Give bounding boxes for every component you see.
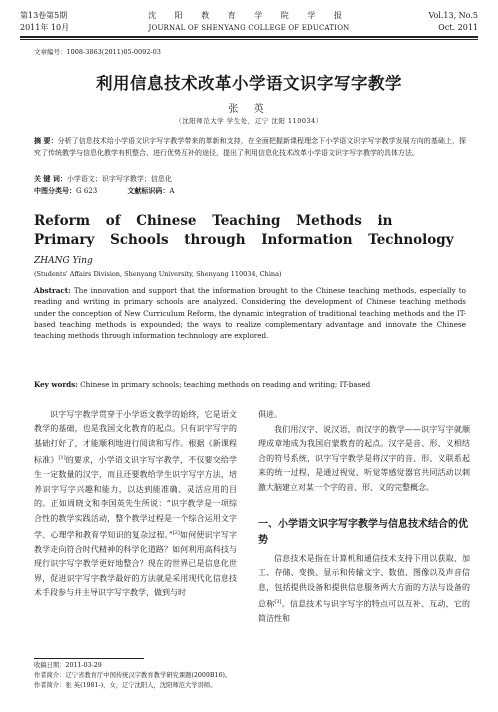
classification-line — [34, 186, 466, 196]
body-text: 的要求，小学语文识字写字教学，不仅要交给学生一定数量的汉字，而且还要教给学生识字写字方法，培养识字写字兴趣和能力，以达到能准确、灵活应用的目的。正如周晓文和李国英先生所说：“识字教学是一项综合性的教学实践活动，整个教学过程是一个综合运用文字学、心理学和教育学知识的复杂过程。” — [34, 455, 238, 540]
doc-code-value: A — [169, 187, 175, 195]
body-text: 信息技术是指在计算机和通信技术支持下用以获取、加工、存储、变换、显示和传输文字、数值、图像以及声音信息，包括提供设备和提供信息服务两大方面的方法与设备的总称 — [258, 554, 470, 609]
abstract-cn-text: 分析了信息技术给小学语文识字写字教学带来的革新和支持，在全面把握新课程理念下小学语文识字写字教学发展方向的基础上，探究了传统教学与信息化教学有机整合、进行优势互补的途径，提出了利用信息化技术改革小学语文识字写字教学的具体方法。 — [34, 137, 467, 157]
issue-number-cn: 第13卷第5期 — [20, 11, 68, 20]
keywords-cn-label: 关 键 词： — [34, 175, 67, 183]
paper-title-cn: 利用信息技术改革小学语文识字写字教学 — [96, 74, 402, 93]
section-heading: 一、小学语文识字写字教学与信息技术结合的优势 — [258, 519, 468, 546]
keywords-en-label: Key words: — [34, 380, 78, 389]
journal-name-en: JOURNAL OF SHENYANG COLLEGE OF EDUCATION — [148, 24, 350, 32]
header-rule-bottom — [20, 39, 478, 40]
citation-ref[interactable]: [1] — [58, 455, 66, 462]
abstract-en-label: Abstract: — [34, 286, 71, 295]
affiliation-cn: （沈阳师范大学 学生处，辽宁 沈阳 110034） — [175, 117, 323, 125]
footnote-fund: 作者简介：辽宁省教育厅中国传统汉字教育教学研究课题(2009B16)。 — [34, 672, 232, 679]
keywords-en-text: Chinese in primary schools; teaching methods on reading and writing; IT-based — [80, 380, 371, 389]
footnote-author: 作者简介：张 英(1981-)，女，辽宁沈阳人，沈阳师范大学讲师。 — [34, 682, 217, 689]
keywords-en — [34, 380, 466, 389]
abstract-en — [34, 285, 466, 341]
article-number: 文章编号：1008-3863(2011)05-0092-03 — [34, 48, 161, 56]
citation-ref[interactable]: [3] — [274, 599, 282, 606]
body-left-column — [34, 408, 237, 601]
author-name-en: ZHANG Ying — [34, 256, 93, 266]
abstract-cn — [34, 136, 466, 159]
classification-value: G 623 — [76, 187, 98, 195]
issue-date-cn: 2011年 10月 — [20, 23, 70, 32]
body-right-continuation: 俱进。 — [258, 410, 282, 419]
citation-ref[interactable]: [2] — [172, 529, 180, 536]
journal-name-cn: 沈 阳 教 育 学 院 学 报 — [148, 11, 350, 20]
body-text: 如何使识字写字教学走向符合时代精神的科学化道路？如何利用高科技与现行识字写字教学更好地整合？现在的世界已是信息化世界，促进识字写字教学最好的方法就是采用现代化信息技术手段参与并主导识字写字教学，做到与时 — [34, 530, 238, 598]
body-right-paragraph: 我们用汉字、说汉语，而汉字的教学——识字写字就顺理成章地成为我国启蒙教育的起点。汉字是音、形、义相结合的符号系统，识字写字教学是将汉字的音、形、义联系起来的统一过程，是通过视觉、听觉等感觉器官共同活动以刺激大脑建立对某一个字的音、形、义的完整概念。 — [258, 425, 470, 492]
issue-info — [20, 10, 69, 34]
footnote-rule — [34, 658, 144, 659]
volume-en: Vol.13, No.5 — [428, 11, 478, 20]
body-text: 识字写字教学贯穿于小学语文教学的始终，它是语文教学的基础，也是我国文化教育的起点。只有识字写字的基础打好了，才能顺利地进行阅读和写作。根据《新课程标准》 — [34, 410, 237, 465]
abstract-cn-label: 摘 要： — [34, 137, 58, 145]
keywords-cn-text: 小学语文；识字写字教学；信息化 — [66, 175, 172, 183]
header-rule-top — [20, 36, 478, 38]
journal-name — [120, 10, 378, 34]
volume-info — [428, 10, 478, 34]
body-right-paragraph — [258, 552, 470, 627]
author-name-cn: 张 英 — [228, 104, 270, 115]
keywords-cn — [34, 174, 466, 184]
abstract-en-text: The innovation and support that the information brought to the Chinese teaching methods, especially to reading and writing in primary schools are analyzed. Considering the development of Chinese teaching methods under the conception of New Curriculum Reform, the dynamic integration of traditional teaching methods and the IT-based teaching methods is expounded; the ways to realize complementary advantage and innovate the Chinese teaching methods through information technology are explored. — [34, 286, 466, 341]
doc-code-label: 文献标识码： — [127, 187, 170, 195]
paper-title-en: Reform of Chinese Teaching Methods in Primary Schools through Information Technology — [34, 213, 454, 248]
classification-label: 中图分类号： — [34, 187, 76, 195]
footnote-received: 收稿日期：2011-03-29 — [34, 662, 102, 669]
date-en: Oct. 2011 — [438, 23, 478, 32]
affiliation-en: (Students' Affairs Division, Shenyang University, Shenyang 110034, China) — [34, 270, 282, 278]
body-text: 。信息技术与识字写字的特点可以互补、互动，它的简洁性和 — [258, 599, 471, 624]
